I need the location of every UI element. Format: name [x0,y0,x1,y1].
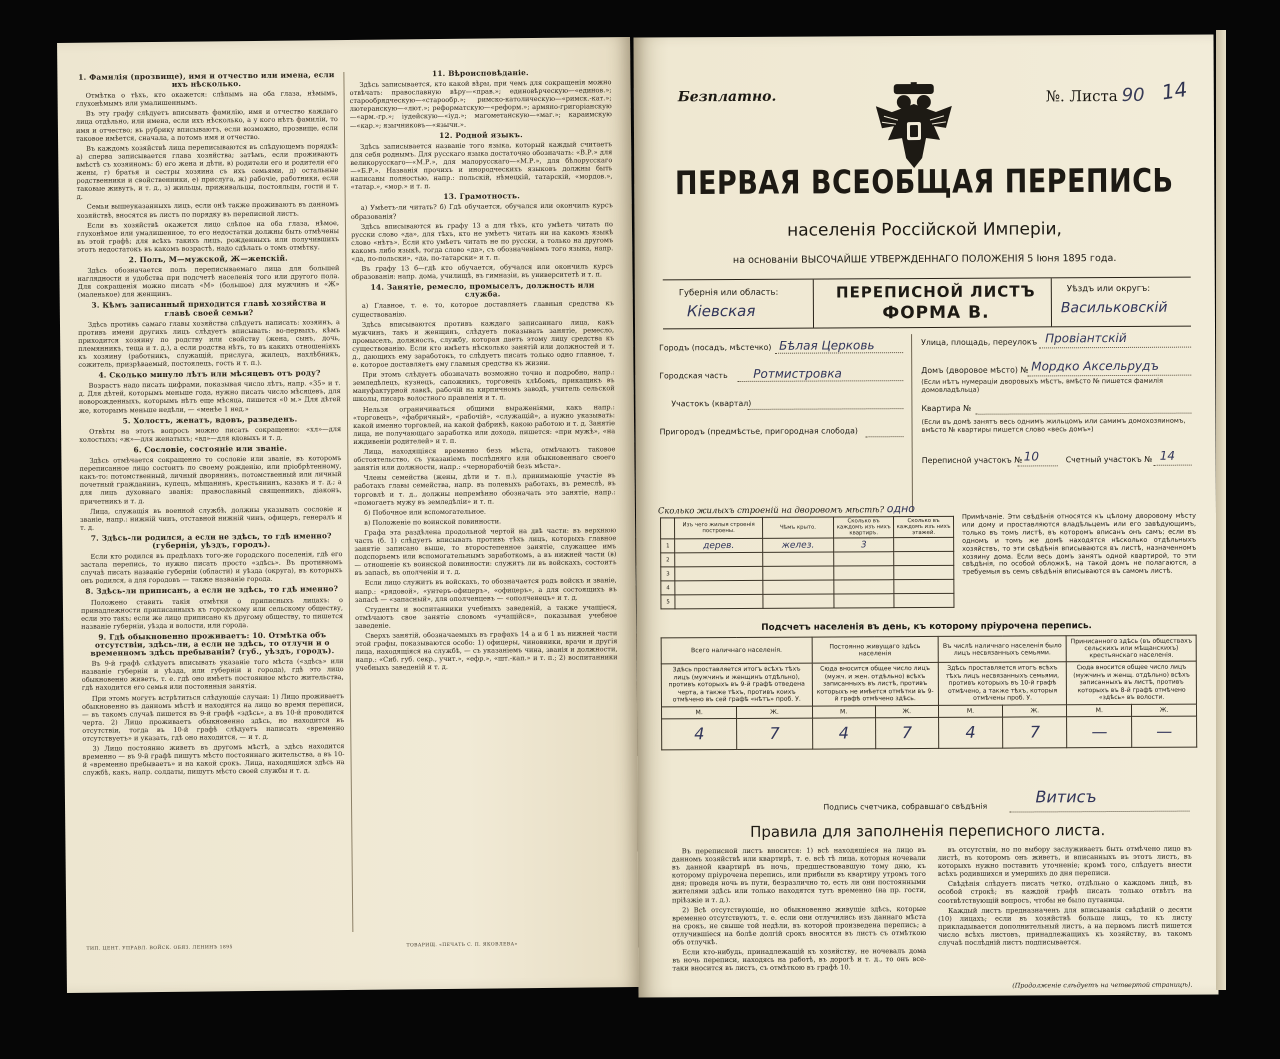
buildings-cell-n: 4 [661,581,675,595]
count-sex-m: М. [1067,704,1132,716]
buildings-cell-apts [834,580,894,594]
city-value: Бѣлая Церковь [779,338,875,353]
street-label: Улица, площадь, переулокъ [921,337,1038,348]
archive-sheet-mark: 14 [1160,76,1189,105]
buildings-cell-n: 2 [661,553,675,567]
free-label: Безплатно. [677,88,777,106]
rules-column-right [938,845,1193,986]
instruction-paragraph: а) Умѣетъ-ли читать? б) Гдѣ обучается, обучался или окончилъ курсъ образованія? [350,201,613,221]
count-value: — [1132,716,1197,747]
rule-paragraph: Въ переписной листъ вносится: 1) всѣ находящіеся на лицо въ данномъ хозяйствѣ или квартирѣ, т. е. всѣ тѣ лица, которыя ночевали въ данной квартирѣ въ ночь, предшествовавшую тому дню, къ которому пріурочена перепись, или прибыли въ квартиру утромъ того дня; проведя ночь въ пути, безразлично то, есть ли они постоянными жителями здѣсь или только находятся тутъ временно (на пр. гости, пріѣзжіе и т. д.). [671,846,926,904]
instruction-heading: 6. Сословіе, состояніе или званіе. [133,443,288,455]
buildings-row [661,537,954,553]
house-label: Домъ (дворовое мѣсто) № [921,365,1029,376]
page-edge [1216,30,1226,990]
buildings-note: Примѣчаніе. Эти свѣдѣнія относятся къ цѣлому дворовому мѣсту или дому и проставляются владѣльцемъ или его завѣдующимъ, только въ томъ листѣ, въ которомъ вписанъ онъ самъ; если въ одномъ и томъ же домѣ находятся нѣсколько отдѣльныхъ хозяйствъ, то эти свѣдѣнія вписываются въ листѣ, назначенномъ хозяину дома. Если весь домъ занятъ одной квартирой, то эти свѣдѣнія, по особой обложкѣ, на такой домъ не полагаются, а требуемыя въ семъ свѣдѣнія вписываются въ самомъ листѣ. [961,511,1197,577]
sheet-number [1046,85,1145,107]
buildings-question [658,502,915,516]
buildings-col-roof: Чѣмъ крыто. [762,517,833,538]
buildings-cell-apts [834,594,894,608]
sheet-number-label: №. Листа [1045,86,1118,106]
buildings-question-text: Сколько жилыхъ строеній на дворовомъ мѣстѣ? [657,504,885,516]
count-value: 4 [938,717,1002,748]
buildings-row [661,551,954,567]
buildings-cell-n: 5 [661,595,675,609]
rule-paragraph: Свѣдѣнія слѣдуетъ писать четко, отдѣльно о каждомъ лицѣ, въ особой строкѣ; въ каждой графѣ писать только отвѣтъ на соотвѣтствующій вопросъ, чтобы не было путаницы. [937,878,1192,905]
buildings-cell-roof [763,566,834,580]
suburb-label: Пригородъ (предмѣстье, пригородная слобода) [659,426,858,437]
count-value: 7 [1003,717,1067,748]
instruction-paragraph: Графа эта раздѣлена продольной чертой на двѣ части: въ верхнюю часть (б. 1) слѣдуетъ вписывать противъ тѣхъ лицъ, которыхъ главное занятіе записано выше, то второстепенное занятіе, служащее имъ подспорьемъ или вспомогательнымъ заработкомъ, а въ нижней части (в) — отношеніе къ воинской повинности: служитъ ли въ войскахъ, состоитъ въ запасѣ, въ ополченіи и т. д. [354,526,617,578]
section-label: Участокъ (квартал) [671,398,752,409]
instruction-paragraph: б) Побочное или вспомогательное. [363,507,487,517]
instruction-paragraph: Нельзя ограничиваться общими выраженіями, какъ напр.: «торговецъ», «фабричный», «рабочій», «служащій», а нужно указывать: какой именно торговлей, на какой фабрикѣ, какою работою и т. д. Занятіе лица, не получающаго заработка или дохода, пишется: «при мужѣ», «на иждивеніи родителей» и т. п. [352,402,616,446]
census-title: ПЕРВАЯ ВСЕОБЩАЯ ПЕРЕПИСЬ [674,162,1174,203]
fields-divider [911,334,913,512]
instructions-column-left [75,68,346,943]
count-value: — [1067,716,1132,747]
count-desc-resident: Сюда вносится общее число лицъ (мужч. и жен. отдѣльно) всѣхъ записанныхъ въ листѣ, противъ которыхъ не имѣется отмѣтки въ 9-й графѣ отмѣчено здѣсь. [812,662,938,706]
count-value: 7 [875,717,938,748]
buildings-col-floors: Сколько въ каждомъ изъ нихъ этажей. [894,516,954,537]
count-sex-f: Ж. [1003,705,1067,717]
instruction-heading: 2. Полъ, М—мужской, Ж—женскій. [128,253,288,265]
instruction-paragraph: Семьи вышеуказанныхъ лицъ, если онѣ также проживаютъ въ данномъ хозяйствѣ, вносятся въ листъ по порядку въ переписной листъ. [76,200,339,220]
rules-continuation-note: (Продолженіе слѣдуетъ на четвертой страницѣ). [1012,980,1193,990]
instruction-heading: 1. Фамилія (прозвище), имя и отчество или имена, если ихъ нѣсколько. [78,70,335,89]
buildings-col-apartments: Сколько въ каждомъ изъ нихъ квартиръ. [834,517,894,538]
rule-paragraph: Каждый листъ предназначенъ для вписыванія свѣдѣній о десяти (10) лицахъ; если въ хозяйствѣ больше лицъ, то къ листу прикладывается дополнительный листъ, а на первомъ листѣ пишется число всѣхъ листовъ, принадлежащихъ къ хозяйству, въ такомъ случаѣ послѣдній листъ подписывается. [938,905,1193,947]
imperial-eagle-icon [874,82,954,174]
buildings-cell-n: 3 [661,567,675,581]
census-section-label: Переписной участокъ № [921,455,1023,466]
buildings-table [660,516,954,610]
buildings-cell-apts: 3 [834,538,894,552]
enumerator-signature: Витисъ [1035,787,1097,807]
instruction-paragraph: При этомъ слѣдуетъ обозначать возможно точно и подробно, напр.: земледѣлецъ, кузнецъ, сапожникъ, торговецъ хлѣбомъ, прикащикъ въ мануфактурной лавкѣ, рабочій на кирпичномъ заводѣ, учитель сельской школы, писарь волостного правленія и т. п. [352,368,615,404]
buildings-cell-roof [763,594,834,608]
house-value: Мордко Аксельрудъ [1031,358,1159,374]
form-title: ПЕРЕПИСНОЙ ЛИСТЪ [835,282,1036,302]
instruction-heading: 13. Грамотность. [443,191,521,202]
city-part-value: Ротмистровка [753,366,842,381]
count-value: 4 [662,718,737,749]
census-legal-basis: на основаніи ВЫСОЧАЙШЕ УТВЕРЖДЕННАГО ПОЛОЖЕНІЯ 5 Іюня 1895 года. [732,252,1117,267]
instruction-paragraph: Если въ хозяйствѣ окажется лицо слѣпое на оба глаза, нѣмое, глухонѣмое или умалишенное, то его недостатки должны быть отмѣчены въ этой графѣ; для всѣхъ такихъ лицъ, рожденныхъ или получившихъ этотъ недостатокъ въ какомъ возрастѣ, надо сдѣлать о томъ отмѣтку. [76,218,340,254]
instruction-heading: 3. Кѣмъ записанный приходится главѣ хозяйства и главѣ своей семьи? [91,298,327,318]
count-sex-f: Ж. [875,705,938,717]
instructions-column-right [349,65,620,940]
instruction-heading: 7. Здѣсь-ли родился, а если не здѣсь, то гдѣ именно? (губернія, уѣздъ, городъ). [90,531,332,551]
district-value: Васильковскій [1060,299,1168,317]
instruction-paragraph: Въ эту графу слѣдуетъ вписывать фамилію, имя и отчество каждаго лица отдѣльно, или имена, если ихъ нѣсколько, а у кого нѣтъ фамиліи, то имя и отчество; въ рубрику вписываютъ, если возможно, прозвище, если таковое имѣется, сначала, а потомъ имя и отчество. [75,107,338,143]
buildings-cell-material [675,580,763,594]
count-desc-registered: Сюда вносится общее число лицъ (мужчинъ и женщ. отдѣльно) всѣхъ записанныхъ въ листѣ, противъ которыхъ въ 8-й графѣ отмѣчено «здѣсь» въ волости. [1067,661,1197,705]
sheet-number-value: 90 [1121,84,1145,106]
buildings-cell-material [675,566,763,580]
census-section-value: 10 [1023,449,1040,464]
instruction-paragraph: 3) Лицо постоянно живетъ въ другомъ мѣстѣ, а здѣсь находится временно — въ 9-й графѣ пишутъ мѣсто постояннаго жительства, а въ 10-й «временно пребываетъ» и на какой срокъ. Лица, находящіяся здѣсь на службѣ, какъ, напр. солдаты, пишутъ мѣсто своей службы и т. д. [82,742,345,778]
buildings-cell-roof [763,580,834,594]
count-col-resident: Постоянно живущаго здѣсь населенія [812,636,938,663]
buildings-col-material: Изъ чего жилыя строенія построены. [675,517,763,538]
buildings-cell-apts [834,552,894,566]
instruction-paragraph: Здѣсь обозначается полъ переписываемаго лица для большей наглядности и удобства при подсчетѣ населенія того или другого пола. Для сокращенія можно писать «М» (большое) для мужчинъ и «Ж» (маленькое) для женщинъ. [77,264,340,300]
form-variant: ФОРМА В. [882,302,990,324]
instruction-paragraph: Если лицо служитъ въ войскахъ, то обозначается родъ войскъ и званіе, напр.: «рядовой», «унтеръ-офицеръ», «офицеръ», а для состоящихъ въ запасѣ — «запасный», для ополченцевъ — «ополченецъ» и т. д. [354,576,617,604]
instruction-paragraph: Здѣсь противъ самаго главы хозяйства слѣдуетъ написать: хозяинъ, а противъ имени другихъ лицъ слѣдуетъ вписывать: во-первыхъ, кѣмъ приходится хозяину по родству или свойству (жена, сынъ, дочь, племянникъ, теща и т. д.), а если родства нѣтъ, то въ какихъ отношеніяхъ къ хозяину (работникъ, служащій, прислуга, жилецъ, нахлѣбникъ, сожитель, призрѣваемый, постоялецъ, гость и т. п.). [78,317,341,369]
instruction-heading: 12. Родной языкъ. [439,129,523,140]
buildings-cell-material [675,594,763,608]
instruction-paragraph: Здѣсь записывается названіе того языка, который каждый считаетъ для себя роднымъ. Для русскаго языка достаточно обозначать: «В.Р.» для великорусскаго—«М.Р.», для малорусскаго—«М.Р.», для бѣлорусскаго—«Б.Р.». Названія прочихъ и инородческихъ языковъ должны быть написаны полностью, напр.: польскій, нѣмецкій, татарскій, «мордов.», «татар.», «мор.» и т. п. [350,139,613,192]
street-value: Провіантскій [1045,330,1127,346]
instruction-heading: 4. Сколько минуло лѣтъ или мѣсяцевъ отъ роду? [98,368,321,380]
left-page-footer-printer: ТОВАРИЩ. «ПЕЧАТЬ С. П. ЯКОВЛЕВА» [406,942,518,949]
count-col-present: Всего наличнаго населенія. [661,637,812,664]
count-value: 4 [812,718,875,749]
buildings-cell-n: 1 [661,539,675,553]
rule-paragraph: 2) Всѣ отсутствующіе, но обыкновенно живущіе здѣсь, которые временно отсутствуютъ, т. е. если они отлучились изъ даннаго мѣста на срокъ, не свыше той недѣли, въ которой произведена перепись; а отлучившіеся на болѣе долгій срокъ вносятся въ листъ съ отмѣткою объ отлучкѣ. [672,904,927,947]
instruction-paragraph: Въ графу 13 б—гдѣ кто обучается, обучался или окончилъ курсъ образованія: напр. дома, училищѣ, въ гимназіи, въ университетѣ и т. п. [351,262,614,282]
population-count-table [661,635,1198,751]
instruction-paragraph: Здѣсь вписываются въ графу 13 а для тѣхъ, кто умѣетъ читать по русски слово «да», для тѣхъ, кто не умѣетъ читать ни на какомъ языкѣ слово «нѣтъ». Если кто умѣетъ читать не по русски, а только на другомъ какомъ либо языкѣ, тогда слово «да», съ обозначеніемъ того языка, напр. «да, по-польски», «да, по-татарски» и т. п. [351,219,614,263]
instruction-paragraph: Здѣсь отмѣчается сокращенно то сословіе или званіе, въ которомъ переписанное лицо состоитъ по своему рожденію, или пріобрѣтенному, какъ-то: потомственный, личный дворянинъ, потомственный или личный почетный гражданинъ, купецъ, мѣщанинъ, крестьянинъ, казакъ и т. д.; а для лицъ духовнаго званія: православный священникъ, діаконъ, причетникъ и т. д. [79,454,342,506]
count-sex-f: Ж. [737,706,812,718]
instruction-heading: 9. Гдѣ обыкновенно проживаетъ: 10. Отмѣтка объ отсутствіи, здѣсь-ли, а если не здѣсь, то отлучи и о временномъ здѣсь пребываніи? (губ., уѣздъ, городъ). [90,630,335,658]
rules-column-left [672,846,927,987]
instruction-paragraph: Сверхъ занятій, обозначаемыхъ въ графахъ 14 а и б 1 въ нижней части этой графы, показываются особо: 1) офицеры, чиновники, врачи и другія лица, находящіяся на службѣ, — съ указаніемъ чина, званія и должности, напр.: «Сиб. губ. секр., учит.», «ефр.», «шт.-кап.» и т. п.; 2) воспитанники учебныхъ заведеній и т. д. [355,629,618,673]
instruction-heading: 8. Здѣсь-ли приписанъ, а если не здѣсь, то гдѣ именно? [85,584,339,597]
buildings-row [661,565,954,581]
buildings-row [661,579,954,595]
buildings-cell-floors [894,579,954,593]
count-col-unrelated: Въ числѣ наличнаго населенія было лицъ несвязанныхъ семьями. [938,636,1067,663]
instruction-paragraph: Лица, находящіяся временно безъ мѣста, отмѣчаютъ таковое обстоятельство, съ указаніемъ послѣдняго или обыкновеннаго своего занятія или должности, напр.: «чернорабочій безъ мѣста». [353,445,616,473]
buildings-cell-apts [834,566,894,580]
house-note: (Если нѣтъ нумераціи дворовыхъ мѣстъ, вмѣсто № пишется фамилія домовладѣльца) [921,376,1163,395]
buildings-row [661,593,954,609]
buildings-cell-roof: желез. [762,538,833,552]
count-sex-m: М. [938,705,1002,717]
instruction-paragraph: При этомъ могутъ встрѣтиться слѣдующіе случаи: 1) Лицо проживаетъ обыкновенно въ данномъ мѣстѣ и находится на лицо во время переписи, — въ такомъ случаѣ пишется въ 9-й графѣ «здѣсь», а въ 10-й проводится черта. 2) Лицо проживаетъ обыкновенно здѣсь, но находится въ отсутствіи, тогда въ 10-й графѣ слѣдуетъ написать «временно отсутствуетъ» и указать, гдѣ оно находится, — и т. д. [81,691,345,743]
count-value: 7 [737,718,812,749]
instruction-paragraph: Здѣсь вписываются противъ каждаго записаннаго лица, какъ мужчинъ, такъ и женщинъ, слѣдуетъ показывать занятіе, ремесло, промыселъ, должность, службу, которая даетъ этому лицу средства къ существованію. Если кто имѣетъ нѣсколько занятій или должностей и т. д., дающихъ ему заработокъ, то слѣдуетъ писать только одно главное, т. е. которое доставляетъ ему главныя средства къ жизни. [352,317,615,370]
city-label: Городъ (посадъ, мѣстечко) [659,342,772,353]
instruction-paragraph: Въ каждомъ хозяйствѣ лица переписываются въ слѣдующемъ порядкѣ: а) сперва записывается глава хозяйства; затѣмъ, если проживаютъ вмѣстѣ съ хозяиномъ: б) его жена и дѣти, в) родители его и родители его жены, г) братья и сестры хозяина съ ихъ семьями, д) остальные родственники и свойственники, е) прислуга, ж) рабочіе, работники, если таковые живутъ, и т. д., з) жильцы, приживальцы, постояльцы, гости и т. д. [76,141,339,202]
enumerator-signature-label: Подпись счетчика, собравшаго свѣдѣнія [823,801,988,812]
census-form-page [633,34,1218,997]
count-sex-m: М. [661,706,736,718]
apartment-label: Квартира № [921,403,972,414]
count-section-value: 14 [1159,448,1176,463]
rule-paragraph: въ отсутствіи, но по выбору заслуживаетъ быть отмѣчено лицо въ листѣ, въ которомъ онъ живетъ, и вписанныхъ въ этотъ листъ, въ которыхъ нужно поставить уточненіе; кромѣ того, слѣдуетъ внести всѣхъ родившихся и умершихъ до дня переписи. [937,844,1192,879]
instruction-paragraph: Студенты и воспитанники учебныхъ заведеній, а также учащіеся, отмѣчаютъ свое занятіе словомъ «учащійся», показывая учебное заведеніе. [355,602,618,630]
instruction-paragraph: Члены семейства (жены, дѣти и т. п.), принимающіе участіе въ работахъ главы семейства, напр. въ полевыхъ работахъ, въ ремеслѣ, въ торговлѣ и т. д., должны непремѣнно обозначать это занятіе, напр.: «помогаетъ мужу въ земледѣліи» и т. п. [353,471,616,507]
rules-title: Правила для заполненія переписного листа. [750,821,1106,841]
instruction-heading: 5. Холостъ, женатъ, вдовъ, разведенъ. [122,414,298,426]
count-section-label: Счетный участокъ № [1065,454,1153,465]
buildings-cell-floors [894,593,954,607]
city-part-label: Городская часть [659,371,728,381]
instruction-heading: 14. Занятіе, ремесло, промыселъ, должность или служба. [370,280,595,300]
instruction-paragraph: Возрастъ надо писать цифрами, показывая число лѣтъ, напр. «35» и т. д. Для дѣтей, которымъ меньше года, нужно писать число мѣсяцевъ, для новорожденныхъ, которымъ нѣтъ еще мѣсяца, пишется «0 м.» Для дѣтей же, которымъ меньше недѣли, — «менѣе 1 нед.» [78,379,341,415]
buildings-cell-floors [894,551,954,565]
buildings-cell-material: дерев. [675,538,763,552]
form-header-box [663,277,1191,330]
count-desc-unrelated: Здѣсь проставляется итогъ всѣхъ тѣхъ лицъ несвязанныхъ семьями, противъ которыхъ въ 10-й графѣ отмѣчено, а также тѣхъ, которыя отмѣчены проб. У. [938,662,1067,706]
buildings-cell-roof [762,552,833,566]
province-label: Губернія или область: [678,287,779,299]
instruction-paragraph: в) Положеніе по воинской повинности. [364,517,502,527]
province-value: Кіевская [686,301,756,321]
apartment-note: (Если въ домѣ занятъ весь однимъ жильцомъ или самимъ домохозяиномъ, вмѣсто № квартиры пишется слово «весь домъ») [921,416,1186,435]
rule-paragraph: Если кто-нибудь, принадлежащій къ хозяйству, не ночевалъ дома въ ночь переписи, находясь на работѣ, въ дорогѣ и т. д., то онъ все-таки вносится въ листъ, съ отмѣткою въ графѣ 10. [672,947,927,973]
count-col-registered: Принисанного здѣсь (въ обществахъ сельскихъ или мѣщанскихъ) крестьянскаго населенія. [1067,635,1197,662]
left-page-footer-imprint: ТИП. ЦЕНТ. УПРАВЛ. ВОЙСК. ОБЯЗ. ЛЕНИНЪ 1895 [86,945,233,952]
population-count-title: Подсчетъ населенія въ день, къ которому пріурочена перепись. [761,621,1092,633]
instruction-paragraph: а) Главное, т. е. то, которое доставляетъ главныя средства къ существованію. [351,299,614,319]
buildings-cell-floors [894,565,954,579]
census-subtitle: населенія Россійской Имперіи, [787,219,1062,241]
instruction-paragraph: Отвѣты на этотъ вопросъ можно писать сокращенно: «хл»—для холостыхъ; «ж»—для женатыхъ; «вд»—для вдовыхъ и т. д. [79,424,342,444]
instruction-heading: 11. Вѣроисповѣданіе. [431,68,529,79]
count-sex-m: М. [812,706,875,718]
count-sex-f: Ж. [1132,704,1197,716]
district-label: Уѣздъ или округъ: [1066,283,1151,295]
instruction-paragraph: Если кто родился въ предѣлахъ того-же городского поселенія, гдѣ его застала перепись, то нужно писать просто «здѣсь». Въ противномъ случаѣ писать названіе губерніи (области) и уѣзда (округа), въ которыхъ онъ родился, а для городовъ — также названіе города. [80,550,343,586]
left-page [57,37,640,993]
instruction-paragraph: Здѣсь записывается, кто какой вѣры, при чемъ для сокращенія можно отвѣчать: православную вѣру—«прав.»; единовѣрческую—«единов.»; старообрядческую—«старообр.»; римско-католическую—«римск.-кат.»; лютеранскую—«лют.»; реформатскую—«реформ.»; армяно-григоріанскую—«арм.-гр.»; іудейскую—«іуд.»; магометанскую—«маг.»; караимскую—«кар.»; язычниковъ—«язычн.». [349,78,612,130]
buildings-answer: одно [886,502,916,516]
buildings-cell-floors [894,537,954,551]
count-desc-present: Здѣсь проставляется итогъ всѣхъ тѣхъ лицъ (мужчинъ и женщинъ отдѣльно), противъ которыхъ въ 9-й графѣ отведена черта, а также тѣхъ, противъ коихъ отмѣчено въ сей графѣ «нѣтъ» проб. У. [661,663,812,707]
buildings-cell-material [675,552,763,566]
instruction-paragraph: Въ 9-й графѣ слѣдуетъ вписывать указаніе того мѣста («здѣсь» или названіе губерніи и уѣзда, или губерніи и города), гдѣ это лицо обыкновенно живетъ, т. е. гдѣ оно имѣетъ постоянное мѣсто жительства, гдѣ находится его семья или постоянныя занятія. [81,657,344,693]
instruction-paragraph: Лица, служащія въ военной службѣ, должны указывать сословіе и званіе, напр.: нижній чинъ, отставной нижній чинъ, офицеръ, генералъ и т. д. [79,504,343,532]
instruction-paragraph: Положено ставить такія отмѣтки о приписныхъ лицахъ: о принадлежности приписанныхъ къ городскому или сельскому обществу, если это такъ; если же лицо приписано къ другому обществу, то пишется названіе губерніи, уѣзда и волости, или города. [80,595,344,631]
instruction-paragraph: Отмѣтка о тѣхъ, кто окажется: слѣпымъ на оба глаза, нѣмымъ, глухонѣмымъ или умалишеннымъ. [75,89,338,109]
